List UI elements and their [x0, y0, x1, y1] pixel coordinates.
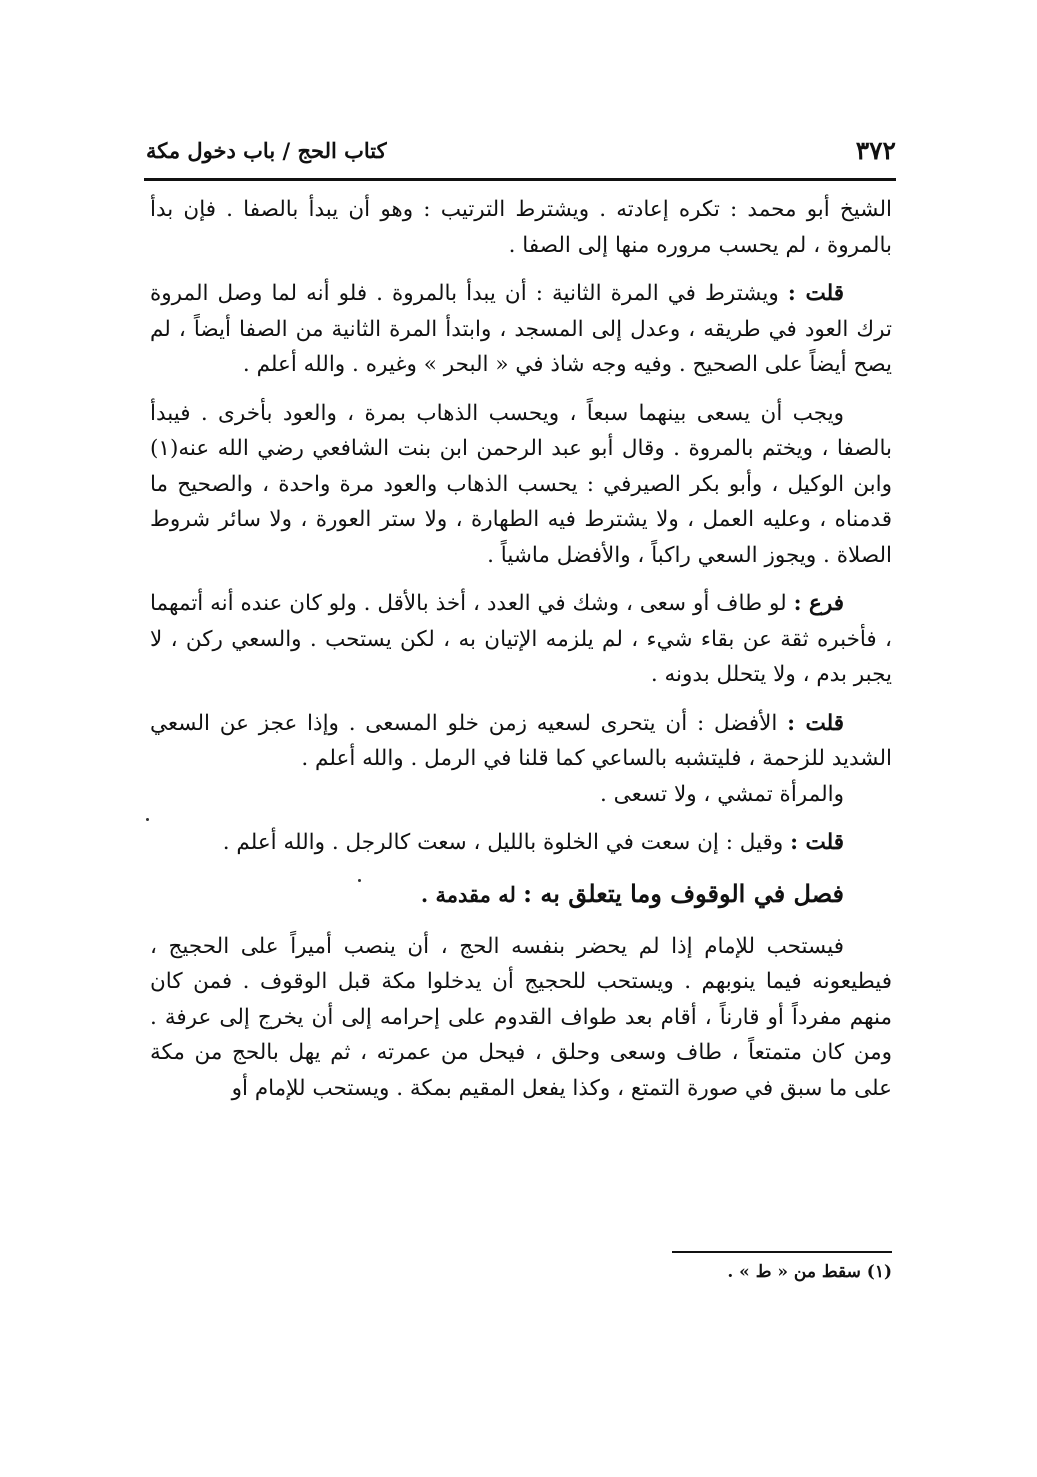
paragraph-7	[150, 825, 892, 861]
paragraph-text: والمرأة تمشي ، ولا تسعى .	[600, 781, 844, 807]
section-heading-rest: له مقدمة .	[420, 881, 524, 907]
paragraph-text: ويجب أن يسعى بينهما سبعاً ، ويحسب الذهاب بمرة ، والعود بأخرى . فيبدأ بالصفا ، ويختم بالمروة . وقال أبو عبد الرحمن ابن بنت الشافعي رضي الله عنه(١) وابن الوكيل ، وأبو بكر الصيرفي : يحسب الذهاب والعود مرة واحدة ، والصحيح ما قدمناه ، وعليه العمل ، ولا يشترط فيه الطهارة ، ولا ستر العورة ، ولا سائر شروط الصلاة . ويجوز السعي راكباً ، والأفضل ماشياً .	[150, 400, 892, 568]
scan-speck	[358, 879, 361, 882]
paragraph-text: وقيل : إن سعت في الخلوة بالليل ، سعت كالرجل . والله أعلم .	[222, 830, 791, 855]
paragraph-1	[150, 192, 892, 263]
paragraph-lead: قلت :	[790, 830, 844, 855]
paragraph-6	[150, 777, 892, 813]
section-heading	[150, 874, 892, 915]
paragraph-lead: قلت :	[787, 710, 844, 736]
scan-speck	[146, 818, 149, 821]
paragraph-text: لو طاف أو سعى ، وشك في العدد ، أخذ بالأقل . ولو كان عنده أنه أتمهما ، فأخبره ثقة عن بقاء شيء ، لم يلزمه الإتيان به ، لكن يستحب . والسعي ركن ، لا يجبر بدم ، ولا يتحلل بدونه .	[150, 591, 892, 687]
paragraph-text: الأفضل : أن يتحرى لسعيه زمن خلو المسعى . وإذا عجز عن السعي الشديد للزحمة ، فليتشبه بالساعي كما قلنا في الرمل . والله أعلم .	[150, 710, 892, 771]
running-title: كتاب الحج / باب دخول مكة	[146, 137, 387, 163]
paragraph-4	[150, 586, 892, 693]
paragraph-text: ويشترط في المرة الثانية : أن يبدأ بالمروة . فلو أنه لما وصل المروة ترك العود في طريقه ، وعدل إلى المسجد ، وابتدأ المرة الثانية من الصفا أيضاً ، لم يصح أيضاً على الصحيح . وفيه وجه شاذ في « البحر » وغيره . والله أعلم .	[150, 281, 892, 377]
paragraph-lead: قلت :	[787, 281, 844, 306]
footnote-rule	[672, 1251, 892, 1253]
page-body	[150, 192, 892, 1119]
page-header	[146, 128, 896, 172]
paragraph-text: الشيخ أبو محمد : تكره إعادته . ويشترط الترتيب : وهو أن يبدأ بالصفا . فإن بدأ بالمروة ، لم يحسب مروره منها إلى الصفا .	[150, 197, 892, 258]
paragraph-8: فيستحب للإمام إذا لم يحضر بنفسه الحج ، أن ينصب أميراً على الحجيج ، فيطيعونه فيما ينوبهم . ويستحب للحجيج أن يدخلوا مكة قبل الوقوف . فمن كان منهم مفرداً أو قارناً ، أقام بعد طواف القدوم على إحرامه إلى أن يخرج إلى عرفة . ومن كان متمتعاً ، طاف وسعى وحلق ، فيحل من عمرته ، ثم يهل بالحج من مكة على ما سبق في صورة التمتع ، وكذا يفعل المقيم بمكة . ويستحب للإمام أو	[150, 933, 892, 1101]
header-rule	[144, 178, 896, 181]
footnote: (١) سقط من « ط » .	[727, 1262, 892, 1282]
paragraph-lead: فرع :	[793, 591, 844, 616]
page-number: ٣٧٢	[855, 135, 896, 165]
section-heading-title: فصل في الوقوف وما يتعلق به :	[523, 878, 844, 908]
paragraph-3	[150, 396, 892, 574]
paragraph-5	[150, 706, 892, 777]
paragraph-2	[150, 276, 892, 383]
